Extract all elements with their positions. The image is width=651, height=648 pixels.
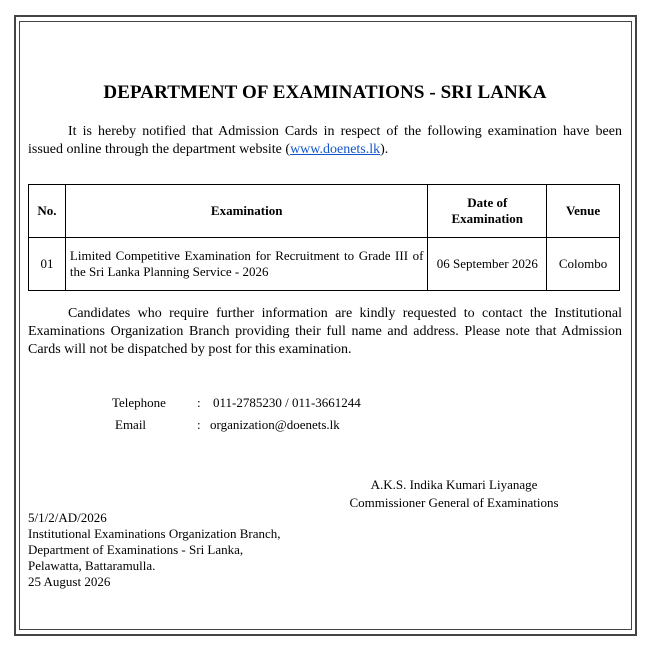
info-paragraph (28, 305, 622, 359)
document-title: DEPARTMENT OF EXAMINATIONS - SRI LANKA (103, 82, 547, 103)
signatory-name: A.K.S. Indika Kumari Liyanage (370, 477, 538, 492)
header-date: Date of Examination (428, 185, 547, 238)
telephone-label: Telephone (112, 395, 166, 410)
cell-examination: Limited Competitive Examination for Recruitment to Grade III of the Sri Lanka Planning Service - 2026 (65, 238, 428, 291)
reference-block (28, 510, 280, 590)
telephone-separator: : (197, 395, 201, 410)
intro-paragraph (28, 123, 622, 159)
header-venue: Venue (547, 185, 620, 238)
address-line-2: Department of Examinations - Sri Lanka, (28, 542, 244, 557)
examination-table (28, 184, 620, 291)
signatory-title: Commissioner General of Examinations (349, 495, 559, 510)
cell-no: 01 (29, 238, 66, 291)
address-line-3: Pelawatta, Battaramulla. (28, 558, 156, 573)
website-link[interactable]: www.doenets.lk (290, 142, 381, 157)
telephone-value: 011-2785230 / 011-3661244 (213, 395, 361, 410)
reference-number: 5/1/2/AD/2026 (28, 510, 107, 525)
header-examination: Examination (65, 185, 428, 238)
email-value: organization@doenets.lk (210, 417, 340, 432)
cell-date: 06 September 2026 (428, 238, 547, 291)
cell-venue: Colombo (547, 238, 620, 291)
signature-block (348, 476, 560, 512)
email-separator: : (197, 417, 201, 432)
table-row (29, 238, 620, 291)
intro-text: It is hereby notified that Admission Cards in respect of the following examination have been issued online through the department website ( (28, 124, 622, 157)
address-line-1: Institutional Examinations Organization Branch, (28, 526, 281, 541)
header-no: No. (29, 185, 66, 238)
table-header-row (29, 185, 620, 238)
intro-text-end: ). (380, 142, 389, 157)
email-label: Email (115, 417, 147, 432)
issue-date: 25 August 2026 (28, 574, 111, 589)
info-text: Candidates who require further information are kindly requested to contact the Institutional Examinations Organization Branch providing their full name and address. Please note that Admission Cards will not be dispatched by post for this examination. (28, 306, 622, 357)
